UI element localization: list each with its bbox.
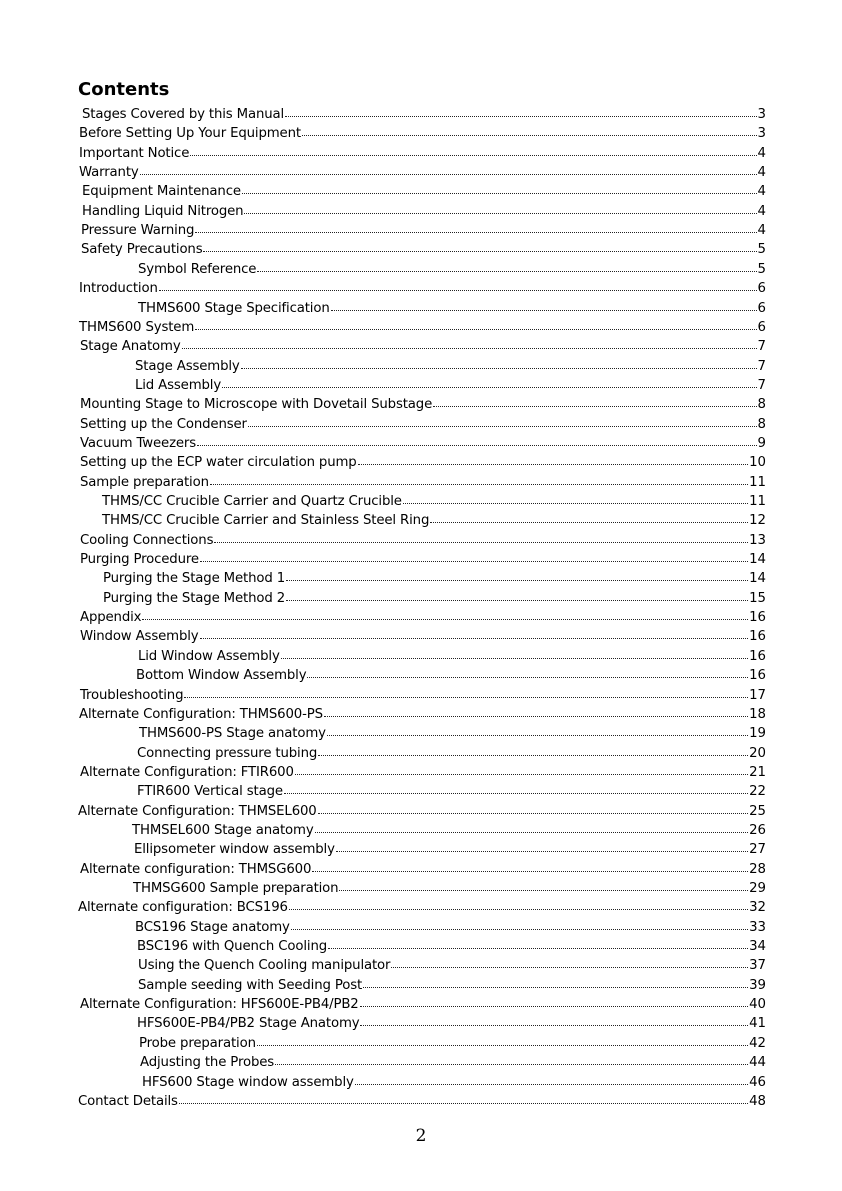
toc-entry-label: Alternate Configuration: THMSEL600 — [78, 803, 317, 819]
dot-leader — [241, 367, 757, 369]
toc-entry-label: Purging the Stage Method 1 — [103, 571, 286, 587]
toc-entry[interactable] — [82, 105, 766, 124]
toc-entry-page: 37 — [749, 958, 766, 974]
toc-entry-page: 6 — [757, 281, 766, 297]
toc-entry-page: 46 — [749, 1074, 766, 1090]
toc-entry[interactable] — [81, 240, 766, 259]
dot-leader — [286, 599, 748, 601]
dot-leader — [339, 889, 748, 891]
dot-leader — [222, 386, 756, 388]
toc-entry-page: 44 — [749, 1055, 766, 1071]
toc-entry-page: 14 — [749, 571, 766, 587]
toc-entry-page: 25 — [749, 803, 766, 819]
toc-entry-page: 39 — [749, 977, 766, 993]
dot-leader — [248, 425, 757, 427]
toc-entry-label: Purging Procedure — [80, 552, 199, 568]
dot-leader — [197, 444, 757, 446]
dot-leader — [363, 986, 748, 988]
toc-entry-label: Window Assembly — [80, 629, 199, 645]
dot-leader — [355, 1083, 748, 1085]
toc-entry-page: 28 — [749, 861, 766, 877]
toc-entry-label: Safety Precautions — [81, 242, 203, 258]
dot-leader — [284, 792, 748, 794]
toc-entry-label: Vacuum Tweezers — [80, 435, 197, 451]
toc-entry[interactable] — [102, 511, 766, 530]
toc-entry-label: Alternate configuration: THMSG600 — [80, 861, 312, 877]
dot-leader — [307, 676, 748, 678]
toc-entry-label: Probe preparation — [139, 1035, 256, 1051]
toc-entry-page: 40 — [749, 997, 766, 1013]
toc-entry-page: 6 — [757, 300, 766, 316]
dot-leader — [318, 812, 748, 814]
dot-leader — [179, 1102, 748, 1104]
toc-entry-label: Setting up the Condenser — [80, 416, 247, 432]
dot-leader — [182, 347, 757, 349]
toc-entry[interactable] — [82, 202, 766, 221]
toc-entry-page: 29 — [749, 881, 766, 896]
toc-entry-label: THMS600 System — [79, 319, 195, 335]
toc-entry[interactable] — [133, 879, 766, 898]
toc-entry-label: THMS600 Stage Specification — [138, 300, 330, 316]
toc-entry[interactable] — [135, 357, 766, 376]
toc-entry-page: 32 — [749, 900, 766, 916]
dot-leader — [200, 560, 748, 562]
toc-entry-page: 7 — [757, 339, 766, 355]
toc-entry-label: Appendix — [80, 610, 142, 626]
dot-leader — [403, 502, 748, 504]
toc-entry[interactable] — [137, 744, 766, 763]
toc-entry-page: 16 — [749, 648, 766, 664]
toc-entry-label: Using the Quench Cooling manipulator — [138, 958, 391, 974]
toc-entry-page: 11 — [749, 494, 766, 509]
toc-entry-page: 5 — [757, 261, 766, 277]
toc-entry[interactable] — [80, 473, 766, 492]
toc-entry-label: Lid Assembly — [135, 377, 222, 393]
toc-entry-page: 19 — [749, 726, 766, 742]
toc-entry[interactable] — [137, 937, 766, 956]
dot-leader — [195, 328, 756, 330]
dot-leader — [200, 637, 749, 639]
toc-entry[interactable] — [140, 1053, 766, 1072]
dot-leader — [433, 405, 756, 407]
toc-entry-label: HFS600 Stage window assembly — [142, 1074, 354, 1090]
toc-entry-label: BSC196 with Quench Cooling — [137, 939, 328, 955]
dot-leader — [281, 657, 748, 659]
toc-entry[interactable] — [79, 318, 766, 337]
toc-entry-label: Symbol Reference — [138, 261, 257, 277]
toc-entry-label: THMS600-PS Stage anatomy — [139, 726, 326, 742]
toc-entry-label: THMSEL600 Stage anatomy — [132, 822, 314, 838]
toc-entry-page: 3 — [757, 107, 766, 122]
toc-entry-page: 16 — [749, 629, 766, 645]
dot-leader — [190, 154, 756, 156]
toc-entry[interactable] — [80, 453, 766, 472]
dot-leader — [358, 463, 748, 465]
toc-entry-label: Sample seeding with Seeding Post — [138, 977, 363, 993]
toc-entry[interactable] — [142, 1073, 766, 1092]
toc-entry-label: Warranty — [79, 165, 139, 181]
toc-entry[interactable] — [135, 376, 766, 395]
toc-entry-page: 4 — [757, 165, 766, 181]
toc-entry[interactable] — [79, 705, 766, 724]
toc-entry-label: Sample preparation — [80, 474, 209, 490]
toc-entry[interactable] — [78, 898, 766, 917]
dot-leader — [214, 541, 748, 543]
dot-leader — [328, 947, 748, 949]
toc-entry-page: 7 — [757, 377, 766, 393]
toc-entry-label: Ellipsometer window assembly — [134, 842, 335, 858]
toc-entry-page: 27 — [749, 842, 766, 858]
dot-leader — [285, 115, 756, 117]
toc-entry[interactable] — [80, 995, 766, 1014]
toc-entry-page: 41 — [749, 1016, 766, 1032]
toc-entry-page: 10 — [749, 455, 766, 471]
toc-entry[interactable] — [138, 647, 766, 666]
contents-heading: Contents — [78, 79, 170, 100]
toc-entry[interactable] — [80, 608, 766, 627]
toc-entry[interactable] — [80, 434, 766, 453]
dot-leader — [275, 1063, 748, 1065]
toc-entry[interactable] — [79, 144, 766, 163]
dot-leader — [391, 966, 748, 968]
dot-leader — [336, 850, 748, 852]
toc-entry-label: Stage Anatomy — [80, 339, 181, 355]
toc-entry-label: Cooling Connections — [80, 532, 214, 548]
toc-entry-page: 8 — [757, 397, 766, 413]
toc-entry-page: 3 — [757, 126, 766, 142]
dot-leader — [324, 715, 748, 717]
toc-entry-label: Lid Window Assembly — [138, 648, 280, 664]
dot-leader — [159, 289, 757, 291]
dot-leader — [289, 908, 748, 910]
dot-leader — [286, 579, 748, 581]
dot-leader — [430, 521, 748, 523]
toc-entry-label: THMS/CC Crucible Carrier and Stainless Steel Ring — [102, 513, 430, 529]
toc-entry-label: Stages Covered by this Manual — [82, 107, 285, 122]
toc-entry[interactable] — [79, 124, 766, 143]
toc-entry-label: Introduction — [79, 281, 158, 297]
toc-entry-page: 48 — [749, 1093, 766, 1109]
toc-entry-page: 17 — [749, 687, 766, 703]
toc-entry[interactable] — [138, 260, 766, 279]
toc-entry[interactable] — [103, 569, 766, 588]
toc-entry[interactable] — [80, 860, 766, 879]
dot-leader — [195, 231, 756, 233]
dot-leader — [315, 831, 749, 833]
page-number: 2 — [415, 1126, 427, 1146]
toc-entry[interactable] — [80, 415, 766, 434]
toc-entry-page: 11 — [749, 474, 766, 490]
toc-entry-page: 16 — [749, 668, 766, 684]
toc-entry-page: 4 — [757, 184, 766, 200]
toc-entry-page: 6 — [757, 319, 766, 335]
toc-entry[interactable] — [78, 1092, 766, 1111]
toc-entry-page: 33 — [749, 919, 766, 935]
toc-entry[interactable] — [82, 182, 766, 201]
toc-entry-page: 16 — [749, 610, 766, 626]
toc-entry-label: Alternate Configuration: FTIR600 — [80, 764, 294, 780]
toc-entry[interactable] — [139, 724, 766, 743]
toc-entry[interactable] — [80, 550, 766, 569]
toc-entry-label: FTIR600 Vertical stage — [137, 784, 283, 800]
dot-leader — [360, 1024, 748, 1026]
toc-entry-page: 26 — [749, 822, 766, 838]
toc-entry-page: 9 — [757, 435, 766, 451]
toc-entry-label: THMSG600 Sample preparation — [133, 881, 339, 896]
dot-leader — [360, 1005, 748, 1007]
dot-leader — [257, 1044, 748, 1046]
toc-entry-label: BCS196 Stage anatomy — [135, 919, 290, 935]
toc-entry[interactable] — [80, 531, 766, 550]
toc-entry-label: Stage Assembly — [135, 358, 240, 374]
toc-entry-label: Contact Details — [78, 1093, 178, 1109]
toc-entry[interactable] — [137, 1014, 766, 1033]
dot-leader — [312, 870, 748, 872]
dot-leader — [242, 192, 757, 194]
toc-entry[interactable] — [81, 221, 766, 240]
toc-entry[interactable] — [80, 763, 766, 782]
toc-entry-label: Alternate Configuration: HFS600E-PB4/PB2 — [80, 997, 359, 1013]
toc-entry[interactable] — [139, 1034, 766, 1053]
toc-entry-label: Handling Liquid Nitrogen — [82, 203, 244, 219]
toc-entry-page: 42 — [749, 1035, 766, 1051]
dot-leader — [184, 696, 748, 698]
toc-entry-page: 14 — [749, 552, 766, 568]
toc-entry-page: 18 — [749, 706, 766, 722]
toc-entry[interactable] — [135, 918, 766, 937]
toc-entry[interactable] — [80, 395, 766, 414]
toc-entry-page: 12 — [749, 513, 766, 529]
toc-entry[interactable] — [102, 492, 766, 511]
toc-entry-label: Adjusting the Probes — [140, 1055, 275, 1071]
toc-entry-label: Alternate configuration: BCS196 — [78, 900, 288, 916]
toc-entry[interactable] — [103, 589, 766, 608]
toc-entry[interactable] — [132, 821, 766, 840]
toc-entry-label: Purging the Stage Method 2 — [103, 590, 286, 606]
toc-entry-label: Connecting pressure tubing — [137, 745, 318, 761]
toc-entry[interactable] — [80, 686, 766, 705]
toc-entry-label: Setting up the ECP water circulation pump — [80, 455, 357, 471]
toc-entry-page: 22 — [749, 784, 766, 800]
toc-entry[interactable] — [79, 279, 766, 298]
toc-entry[interactable] — [138, 956, 766, 975]
toc-entry[interactable] — [80, 627, 766, 646]
dot-leader — [203, 250, 756, 252]
toc-entry-label: Important Notice — [79, 145, 190, 161]
dot-leader — [331, 309, 757, 311]
toc-entry-page: 5 — [757, 242, 766, 258]
toc-entry[interactable] — [78, 802, 766, 821]
toc-entry[interactable] — [134, 840, 766, 859]
toc-entry-page: 7 — [757, 358, 766, 374]
toc-entry-label: Before Setting Up Your Equipment — [79, 126, 301, 142]
toc-entry-page: 13 — [749, 532, 766, 548]
dot-leader — [244, 212, 756, 214]
toc-entry-label: Alternate Configuration: THMS600-PS — [79, 706, 323, 722]
dot-leader — [295, 773, 748, 775]
toc-entry[interactable] — [136, 666, 766, 685]
dot-leader — [257, 270, 756, 272]
toc-entry-label: Pressure Warning — [81, 223, 195, 239]
toc-entry[interactable] — [138, 976, 766, 995]
dot-leader — [140, 173, 757, 175]
toc-entry-page: 20 — [749, 745, 766, 761]
dot-leader — [210, 483, 748, 485]
toc-entry-label: Equipment Maintenance — [82, 184, 241, 200]
dot-leader — [318, 754, 748, 756]
toc-entry-page: 4 — [757, 145, 766, 161]
toc-entry-label: HFS600E-PB4/PB2 Stage Anatomy — [137, 1016, 360, 1032]
toc-entry-label: Mounting Stage to Microscope with Dovetail Substage — [80, 397, 433, 413]
toc-entry-label: THMS/CC Crucible Carrier and Quartz Crucible — [102, 494, 402, 509]
toc-entry-page: 8 — [757, 416, 766, 432]
toc-entry-page: 34 — [749, 939, 766, 955]
dot-leader — [302, 134, 757, 136]
toc-entry-label: Bottom Window Assembly — [136, 668, 307, 684]
toc-entry-page: 4 — [757, 203, 766, 219]
toc-entry[interactable] — [79, 163, 766, 182]
toc-entry-page: 4 — [757, 223, 766, 239]
dot-leader — [327, 734, 748, 736]
toc-entry[interactable] — [138, 299, 766, 318]
toc-entry-page: 21 — [749, 764, 766, 780]
toc-entry[interactable] — [137, 782, 766, 801]
dot-leader — [142, 618, 748, 620]
toc-entry-label: Troubleshooting — [80, 687, 184, 703]
toc-entry[interactable] — [80, 337, 766, 356]
dot-leader — [291, 928, 748, 930]
toc-entry-page: 15 — [749, 590, 766, 606]
